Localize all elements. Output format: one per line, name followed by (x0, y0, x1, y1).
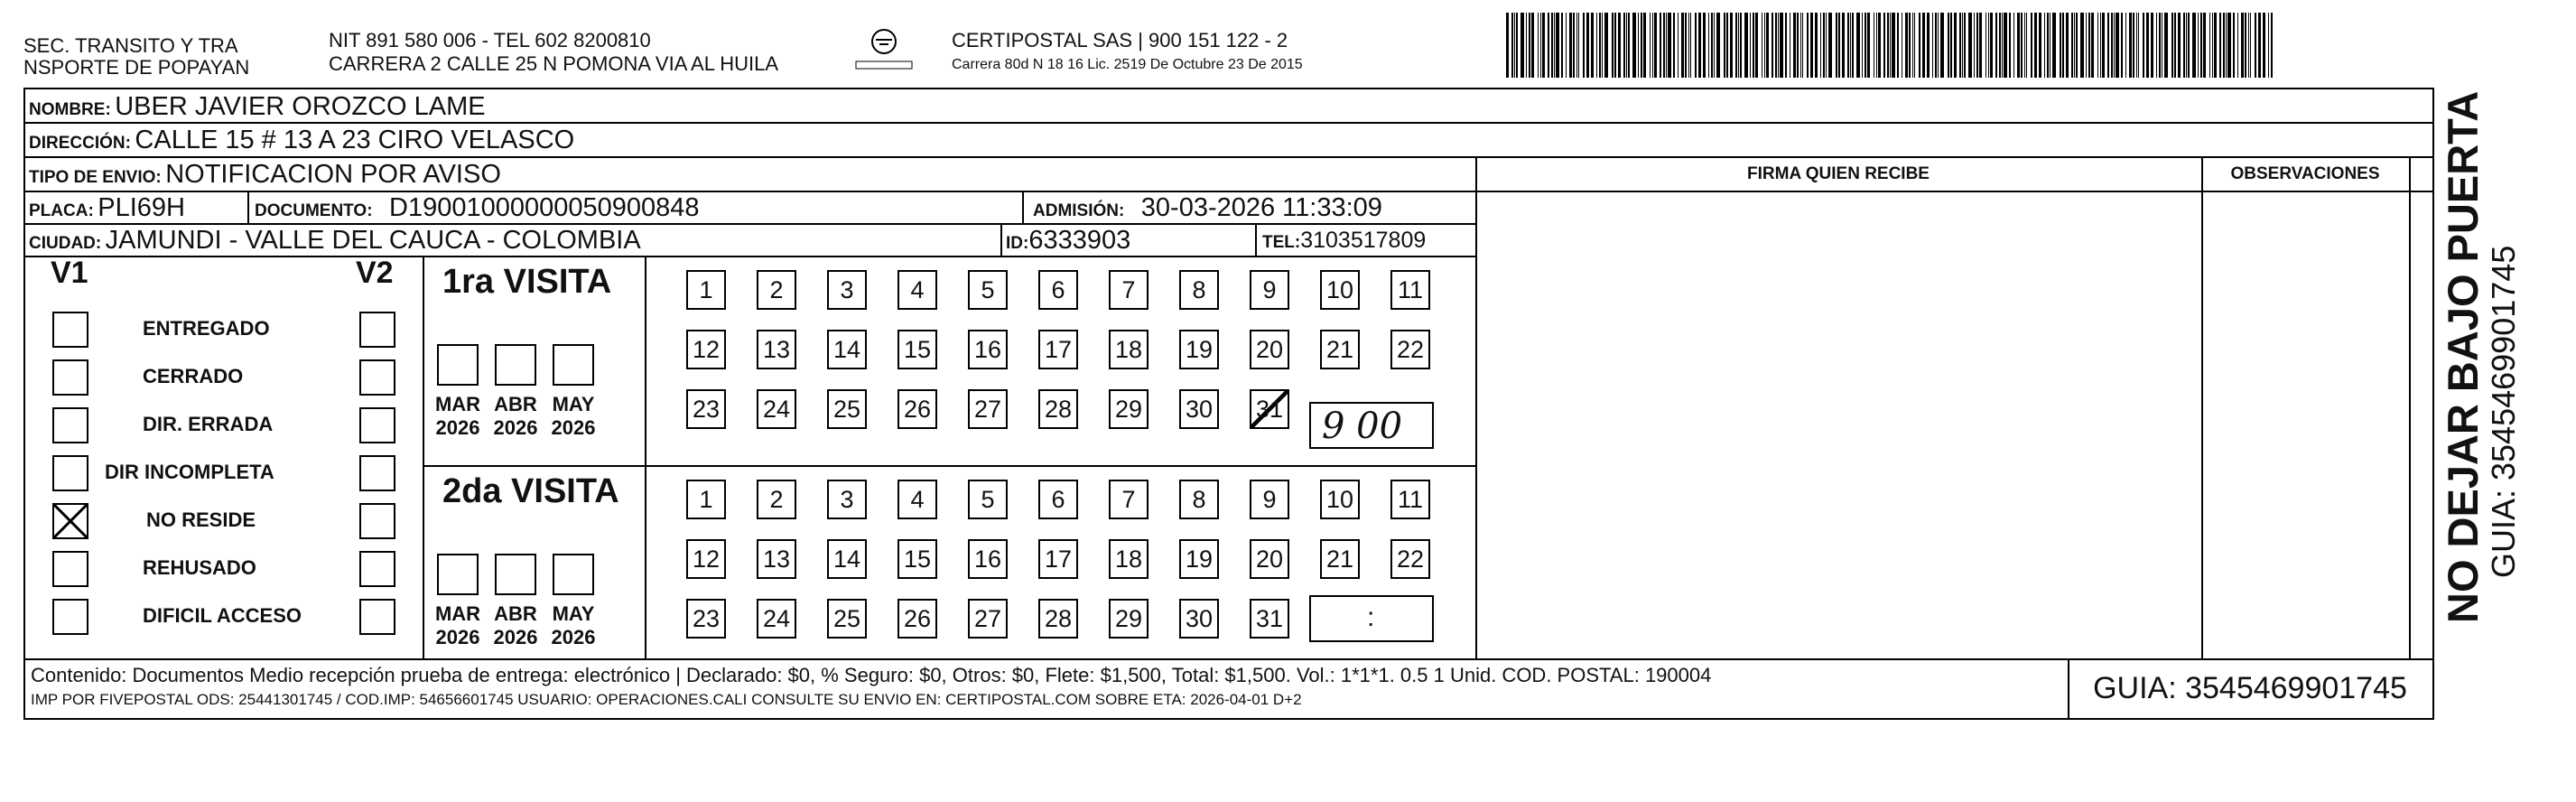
visit1-day-9[interactable]: 9 (1250, 270, 1289, 310)
visit2-day-1[interactable]: 1 (686, 480, 726, 519)
nombre-row (29, 89, 486, 122)
visit2-day-9[interactable]: 9 (1250, 480, 1289, 519)
visit2-day-30[interactable]: 30 (1179, 599, 1219, 639)
visit2-day-21[interactable]: 21 (1320, 539, 1360, 579)
visit2-day-4[interactable]: 4 (897, 480, 937, 519)
visit1-day-1[interactable]: 1 (686, 270, 726, 310)
visit1-day-12[interactable]: 12 (686, 330, 726, 369)
sender-line2: NSPORTE DE POPAYAN (23, 56, 250, 79)
v2-label: V2 (356, 256, 394, 290)
v2-checkbox-2[interactable] (359, 407, 395, 443)
visit1-day-17[interactable]: 17 (1038, 330, 1078, 369)
observaciones-header: OBSERVACIONES (2230, 164, 2380, 183)
admision-value: 30-03-2026 11:33:09 (1140, 193, 1382, 222)
visit2-month-box-2[interactable] (553, 554, 594, 595)
status-label-6: DIFICIL ACCESO (143, 604, 302, 627)
visit2-month-box-0[interactable] (437, 554, 479, 595)
visit2-day-28[interactable]: 28 (1038, 599, 1078, 639)
direccion-value: CALLE 15 # 13 A 23 CIRO VELASCO (135, 126, 575, 154)
visit2-day-7[interactable]: 7 (1109, 480, 1149, 519)
visit2-day-8[interactable]: 8 (1179, 480, 1219, 519)
admision-label: ADMISIÓN: (1033, 201, 1125, 220)
visit1-day-28[interactable]: 28 (1038, 389, 1078, 429)
tel-cell (1262, 223, 1426, 256)
visit1-day-16[interactable]: 16 (968, 330, 1008, 369)
status-label-0: ENTREGADO (143, 317, 270, 340)
visit2-day-5[interactable]: 5 (968, 480, 1008, 519)
status-label-3: DIR INCOMPLETA (105, 461, 274, 483)
visit2-month-label-1: ABR (494, 602, 537, 625)
v2-checkbox-0[interactable] (359, 312, 395, 348)
visit2-time-placeholder: : (1367, 602, 1375, 632)
nombre-value: UBER JAVIER OROZCO LAME (115, 92, 486, 121)
visit2-month-label-0: MAR (434, 602, 481, 625)
visit2-day-18[interactable]: 18 (1109, 539, 1149, 579)
visit1-day-22[interactable]: 22 (1390, 330, 1430, 369)
visit2-day-11[interactable]: 11 (1390, 480, 1430, 519)
id-cell (1006, 223, 1130, 256)
v2-checkbox-6[interactable] (359, 599, 395, 635)
visit2-month-label-2: MAY (552, 602, 595, 625)
placa-cell (29, 191, 185, 223)
visit1-month-label-0: MAR (434, 393, 481, 415)
visit2-day-20[interactable]: 20 (1250, 539, 1289, 579)
id-label: ID: (1006, 234, 1029, 253)
v2-checkbox-3[interactable] (359, 455, 395, 491)
visit2-day-23[interactable]: 23 (686, 599, 726, 639)
side-guia: GUIA: 3545469901745 (2485, 245, 2522, 578)
visit1-day-3[interactable]: 3 (827, 270, 867, 310)
visit2-day-26[interactable]: 26 (897, 599, 937, 639)
ciudad-value: JAMUNDI - VALLE DEL CAUCA - COLOMBIA (105, 226, 641, 255)
visit1-day-8[interactable]: 8 (1179, 270, 1219, 310)
visit1-day-14[interactable]: 14 (827, 330, 867, 369)
courier-name: CERTIPOSTAL SAS | 900 151 122 - 2 (952, 29, 1288, 51)
v1-checkbox-2[interactable] (52, 407, 88, 443)
direccion-label: DIRECCIÓN: (29, 134, 131, 153)
visit1-month-box-1[interactable] (495, 344, 536, 386)
visit2-day-15[interactable]: 15 (897, 539, 937, 579)
tipo-envio-row (29, 156, 501, 191)
visit2-day-24[interactable]: 24 (757, 599, 796, 639)
visit2-year-label-2: 2026 (551, 626, 596, 648)
visit1-day-31[interactable]: 31 (1250, 389, 1289, 429)
visit1-year-label-1: 2026 (493, 416, 538, 439)
tipo-envio-value: NOTIFICACION POR AVISO (165, 160, 501, 189)
visit1-day-29[interactable]: 29 (1109, 389, 1149, 429)
visit1-month-box-2[interactable] (553, 344, 594, 386)
documento-value: D19001000000050900848 (389, 193, 700, 222)
status-label-5: REHUSADO (143, 556, 256, 579)
visit2-day-10[interactable]: 10 (1320, 480, 1360, 519)
visit1-day-4[interactable]: 4 (897, 270, 937, 310)
visit1-month-label-1: ABR (494, 393, 537, 415)
visit2-day-27[interactable]: 27 (968, 599, 1008, 639)
visit2-day-22[interactable]: 22 (1390, 539, 1430, 579)
nombre-label: NOMBRE: (29, 100, 111, 119)
status-label-1: CERRADO (143, 365, 244, 387)
visit2-day-19[interactable]: 19 (1179, 539, 1219, 579)
visit2-year-label-1: 2026 (493, 626, 538, 648)
v1-checkbox-3[interactable] (52, 455, 88, 491)
admision-cell (1033, 191, 1382, 223)
footer-imp: IMP POR FIVEPOSTAL ODS: 25441301745 / COD.IMP: 54656601745 USUARIO: OPERACIONES.CALI CONSULTE SU ENVIO EN: CERTIPOSTAL.COM SOBRE ETA: 2026-04-01 D+2 (31, 691, 1302, 708)
certipostal-logo-icon (852, 27, 916, 74)
visit2-day-25[interactable]: 25 (827, 599, 867, 639)
status-label-4: NO RESIDE (146, 508, 256, 531)
visit2-title: 2da VISITA (442, 472, 619, 510)
v1-label: V1 (51, 256, 88, 290)
visit1-day-6[interactable]: 6 (1038, 270, 1078, 310)
visit2-day-6[interactable]: 6 (1038, 480, 1078, 519)
id-value: 6333903 (1028, 226, 1131, 255)
visit2-day-13[interactable]: 13 (757, 539, 796, 579)
visit2-day-17[interactable]: 17 (1038, 539, 1078, 579)
visit1-day-7[interactable]: 7 (1109, 270, 1149, 310)
v1-checkbox-6[interactable] (52, 599, 88, 635)
no-dejar-bajo-puerta: NO DEJAR BAJO PUERTA (2439, 90, 2487, 623)
visit2-day-14[interactable]: 14 (827, 539, 867, 579)
visit2-year-label-0: 2026 (435, 626, 480, 648)
visit1-day-26[interactable]: 26 (897, 389, 937, 429)
visit1-year-label-0: 2026 (435, 416, 480, 439)
documento-cell (255, 191, 700, 223)
visit1-day-25[interactable]: 25 (827, 389, 867, 429)
v1-checkbox-0[interactable] (52, 312, 88, 348)
visit1-month-box-0[interactable] (437, 344, 479, 386)
sender-address: CARRERA 2 CALLE 25 N POMONA VIA AL HUILA (329, 52, 779, 75)
tel-value: 3103517809 (1300, 228, 1427, 253)
documento-label: DOCUMENTO: (255, 201, 373, 220)
barcode-icon (1506, 13, 2283, 78)
ciudad-cell (29, 223, 641, 256)
status-label-2: DIR. ERRADA (143, 413, 274, 435)
visit1-day-24[interactable]: 24 (757, 389, 796, 429)
visit1-day-21[interactable]: 21 (1320, 330, 1360, 369)
visit1-year-label-2: 2026 (551, 416, 596, 439)
visit1-day-11[interactable]: 11 (1390, 270, 1430, 310)
firma-header: FIRMA QUIEN RECIBE (1747, 164, 1930, 183)
visit1-title: 1ra VISITA (442, 263, 612, 301)
sender-nit: NIT 891 580 006 - TEL 602 8200810 (329, 29, 651, 51)
ciudad-label: CIUDAD: (29, 234, 102, 253)
visit2-day-29[interactable]: 29 (1109, 599, 1149, 639)
visit2-day-2[interactable]: 2 (757, 480, 796, 519)
footer-contenido: Contenido: Documentos Medio recepción prueba de entrega: electrónico | Declarado: $0, % Seguro: $0, Otros: $0, Flete: $1,500, Total: $1,500. Vol.: 1*1*1. 0.5 1 Unid. COD. POSTAL: 190004 (31, 664, 1712, 686)
sender-line1: SEC. TRANSITO Y TRA (23, 34, 238, 57)
courier-address: Carrera 80d N 18 16 Lic. 2519 De Octubre 23 De 2015 (952, 57, 1303, 72)
visit1-day-13[interactable]: 13 (757, 330, 796, 369)
placa-value: PLI69H (98, 193, 185, 222)
footer-guia: GUIA: 3545469901745 (2093, 671, 2407, 705)
v2-checkbox-5[interactable] (359, 551, 395, 587)
visit1-day-27[interactable]: 27 (968, 389, 1008, 429)
visit2-day-3[interactable]: 3 (827, 480, 867, 519)
visit2-time-box[interactable] (1309, 595, 1434, 642)
visit1-handwritten-time: 9 00 (1322, 406, 1403, 447)
v2-checkbox-4[interactable] (359, 503, 395, 539)
direccion-row (29, 122, 574, 156)
visit1-day-5[interactable]: 5 (968, 270, 1008, 310)
v1-checkbox-5[interactable] (52, 551, 88, 587)
tel-label: TEL: (1262, 233, 1301, 252)
v1-checkbox-1[interactable] (52, 359, 88, 396)
visit1-day-2[interactable]: 2 (757, 270, 796, 310)
visit2-day-16[interactable]: 16 (968, 539, 1008, 579)
visit1-day-20[interactable]: 20 (1250, 330, 1289, 369)
visit1-day-18[interactable]: 18 (1109, 330, 1149, 369)
visit1-time-box (1309, 402, 1434, 449)
delivery-form (23, 88, 2434, 720)
placa-label: PLACA: (29, 201, 94, 220)
visit1-day-23[interactable]: 23 (686, 389, 726, 429)
v2-checkbox-1[interactable] (359, 359, 395, 396)
tipo-envio-label: TIPO DE ENVIO: (29, 168, 162, 187)
visit1-day-19[interactable]: 19 (1179, 330, 1219, 369)
visit1-month-label-2: MAY (552, 393, 595, 415)
visit2-day-31[interactable]: 31 (1250, 599, 1289, 639)
visit1-day-10[interactable]: 10 (1320, 270, 1360, 310)
visit2-day-12[interactable]: 12 (686, 539, 726, 579)
visit2-month-box-1[interactable] (495, 554, 536, 595)
visit1-day-15[interactable]: 15 (897, 330, 937, 369)
v1-checkbox-4[interactable] (52, 503, 88, 539)
visit1-day-30[interactable]: 30 (1179, 389, 1219, 429)
